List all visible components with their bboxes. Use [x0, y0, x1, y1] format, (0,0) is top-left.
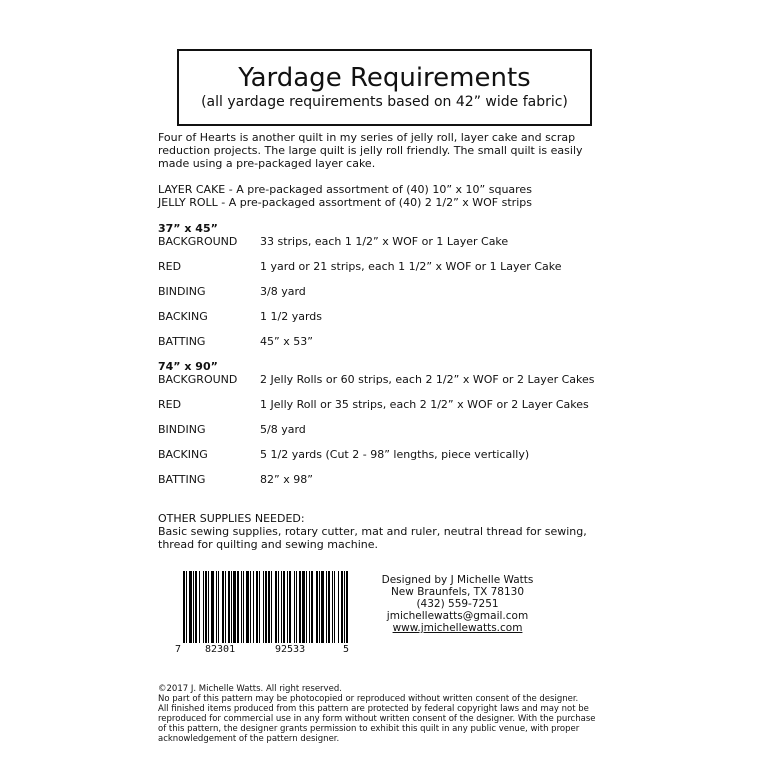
barcode-digit-first: 7: [175, 644, 182, 655]
copyright-line-4: reproduced for commercial use in any form without written consent of the designer. With the purchase: [158, 714, 596, 724]
row-value: 82” x 98”: [260, 473, 313, 486]
row-label: RED: [158, 398, 182, 411]
title-box: [177, 49, 592, 126]
row-value: 5 1/2 yards (Cut 2 - 98” lengths, piece vertically): [260, 448, 530, 461]
copyright-line-1: ©2017 J. Michelle Watts. All right reserved.: [158, 684, 342, 694]
row-label: BINDING: [158, 423, 206, 436]
intro-line-1: Four of Hearts is another quilt in my series of jelly roll, layer cake and scrap: [158, 131, 576, 144]
definition-jelly-roll: JELLY ROLL - A pre-packaged assortment of (40) 2 1/2” x WOF strips: [158, 196, 532, 209]
row-label: BACKGROUND: [158, 373, 238, 386]
row-value: 2 Jelly Rolls or 60 strips, each 2 1/2” x WOF or 2 Layer Cakes: [260, 373, 595, 386]
row-label: RED: [158, 260, 182, 273]
row-value: 1 1/2 yards: [260, 310, 322, 323]
copyright-line-2: No part of this pattern may be photocopied or reproduced without written consent of the designer.: [158, 694, 579, 704]
row-label: BATTING: [158, 473, 206, 486]
copyright-line-6: acknowledgement of the pattern designer.: [158, 734, 340, 744]
designer-phone: (432) 559-7251: [416, 598, 499, 610]
row-label: BACKING: [158, 448, 208, 461]
barcode-digit-last: 5: [343, 644, 350, 655]
designer-website-link[interactable]: www.jmichellewatts.com: [392, 622, 523, 634]
other-supplies-line-2: thread for quilting and sewing machine.: [158, 538, 379, 551]
designer-name: Designed by J Michelle Watts: [381, 574, 534, 586]
barcode-digits-left: 82301: [205, 644, 236, 655]
designer-info: [370, 574, 545, 634]
row-value: 5/8 yard: [260, 423, 306, 436]
designer-email[interactable]: jmichellewatts@gmail.com: [386, 610, 529, 622]
row-value: 3/8 yard: [260, 285, 306, 298]
other-supplies-line-1: Basic sewing supplies, rotary cutter, mat and ruler, neutral thread for sewing,: [158, 525, 587, 538]
definition-layer-cake: LAYER CAKE - A pre-packaged assortment of (40) 10” x 10” squares: [158, 183, 532, 196]
row-value: 33 strips, each 1 1/2” x WOF or 1 Layer Cake: [260, 235, 509, 248]
row-value: 1 yard or 21 strips, each 1 1/2” x WOF or 1 Layer Cake: [260, 260, 562, 273]
row-label: BACKGROUND: [158, 235, 238, 248]
barcode: [175, 571, 355, 655]
other-supplies-heading: OTHER SUPPLIES NEEDED:: [158, 512, 305, 525]
row-label: BACKING: [158, 310, 208, 323]
row-label: BINDING: [158, 285, 206, 298]
barcode-digits-right: 92533: [275, 644, 306, 655]
size-heading-small: 37” x 45”: [158, 222, 218, 235]
page-subtitle: (all yardage requirements based on 42” wide fabric): [201, 94, 568, 110]
size-heading-large: 74” x 90”: [158, 360, 218, 373]
copyright-line-3: All finished items produced from this pattern are protected by federal copyright laws and may not be: [158, 704, 589, 714]
intro-line-2: reduction projects. The large quilt is jelly roll friendly. The small quilt is easily: [158, 144, 583, 157]
barcode-bars-icon: [175, 571, 355, 643]
row-value: 45” x 53”: [260, 335, 313, 348]
designer-location: New Braunfels, TX 78130: [390, 586, 525, 598]
row-value: 1 Jelly Roll or 35 strips, each 2 1/2” x WOF or 2 Layer Cakes: [260, 398, 589, 411]
copyright-line-5: of this pattern, the designer grants permission to exhibit this quilt in any public venue, with proper: [158, 724, 580, 734]
intro-line-3: made using a pre-packaged layer cake.: [158, 157, 376, 170]
row-label: BATTING: [158, 335, 206, 348]
page-title: Yardage Requirements: [238, 63, 531, 93]
